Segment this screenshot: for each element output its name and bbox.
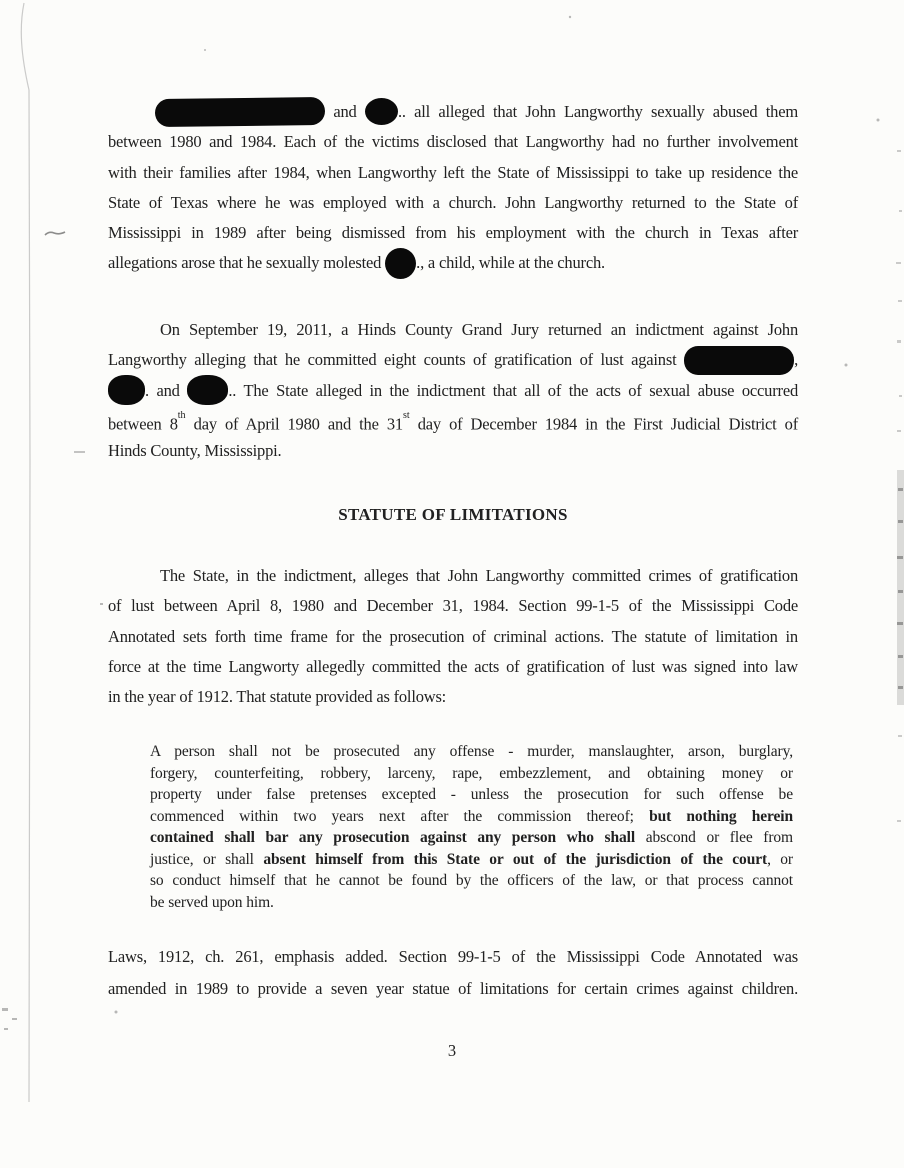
text-line: Laws, 1912, ch. 261, emphasis added. Section 99-1-5 of the Mississippi Code Annotated was [108, 947, 798, 966]
paragraph-indictment [108, 315, 798, 466]
text-line: State of Texas where he was employed with a church. John Langworthy returned to the State of [108, 192, 798, 212]
text-run: Langworthy alleging that he committed eight counts of gratification of lust against [108, 350, 677, 370]
text-line [108, 345, 798, 375]
section-heading-statute-of-limitations: STATUTE OF LIMITATIONS [338, 505, 568, 524]
text-line [150, 827, 793, 849]
text-run: between 8 [108, 414, 178, 434]
page-number: 3 [447, 1041, 457, 1060]
text-line: with their families after 1984, when Langworthy left the State of Mississippi to take up residence the [108, 162, 798, 182]
text-line: in the year of 1912. That statute provided as follows: [108, 687, 447, 707]
emphasized-text: absent himself from this State or out of the jurisdiction of the court [263, 850, 768, 868]
text-run: allegations arose that he sexually molested [108, 253, 382, 273]
text-line: amended in 1989 to provide a seven year statue of limitations for certain crimes against children. [108, 979, 798, 998]
text-line: The State, in the indictment, alleges that John Langworthy committed crimes of gratification [160, 566, 798, 585]
text-line: between 1980 and 1984. Each of the victims disclosed that Langworthy had no further involvement [108, 132, 798, 152]
redaction-blob [385, 248, 416, 279]
text-line [150, 849, 793, 871]
redaction-bar-long [155, 97, 325, 127]
text-run: justice, or shall [150, 850, 254, 868]
text-run: day of December 1984 in the First Judicial District of [409, 414, 799, 434]
text-line [108, 248, 798, 278]
emphasized-text: but nothing herein [649, 807, 793, 825]
text-line [108, 406, 798, 436]
text-line: A person shall not be prosecuted any offense - murder, manslaughter, arson, burglary, [150, 743, 793, 760]
text-run: and [333, 102, 357, 121]
text-run: abscond or flee from [645, 829, 794, 846]
paragraph-laws-1912 [108, 941, 798, 1005]
text-run: . and [145, 380, 180, 400]
text-run: day of April 1980 and the 31 [185, 414, 403, 434]
text-line [108, 97, 798, 127]
text-run: , or [767, 850, 793, 868]
text-run: .. The State alleged in the indictment that all of the acts of sexual abuse occurred [228, 380, 798, 400]
text-line: property under false pretenses excepted - unless the prosecution for such offense be [150, 786, 793, 803]
emphasized-text: contained shall bar any prosecution against any person who shall [150, 829, 636, 846]
ordinal-suffix: st [402, 409, 410, 421]
ordinal-suffix: th [177, 409, 186, 421]
text-line: forgery, counterfeiting, robbery, larceny, rape, embezzlement, and obtaining money or [150, 764, 793, 782]
redaction-bar [684, 346, 794, 375]
text-line: On September 19, 2011, a Hinds County Grand Jury returned an indictment against John [160, 320, 798, 339]
paragraph-statute-discussion [108, 561, 798, 712]
text-line: Mississippi in 1989 after being dismissed from his employment with the church in Texas after [108, 223, 798, 243]
text-line: of lust between April 8, 1980 and December 31, 1984. Section 99-1-5 of the Mississippi Code [108, 596, 798, 616]
text-run: .. all alleged that John Langworthy sexually abused them [397, 102, 798, 121]
text-run: , [794, 350, 798, 370]
text-line: be served upon him. [150, 893, 274, 911]
redaction-blob [108, 375, 145, 405]
text-line [150, 806, 793, 828]
redaction-blob [365, 98, 398, 125]
text-line: force at the time Langworty allegedly committed the acts of gratification of lust was signed into law [108, 656, 798, 676]
paragraph-victim-allegations [108, 97, 798, 279]
text-line [108, 376, 798, 406]
text-line: Annotated sets forth time frame for the prosecution of criminal actions. The statute of limitation in [108, 626, 798, 646]
statute-block-quote [150, 741, 793, 913]
redaction-blob [187, 375, 228, 405]
text-run: commenced within two years next after the commission thereof; [150, 807, 634, 825]
text-line: so conduct himself that he cannot be found by the officers of the law, or that process cannot [150, 872, 793, 889]
text-line: Hinds County, Mississippi. [108, 441, 282, 461]
text-run: ., a child, while at the church. [416, 253, 605, 273]
